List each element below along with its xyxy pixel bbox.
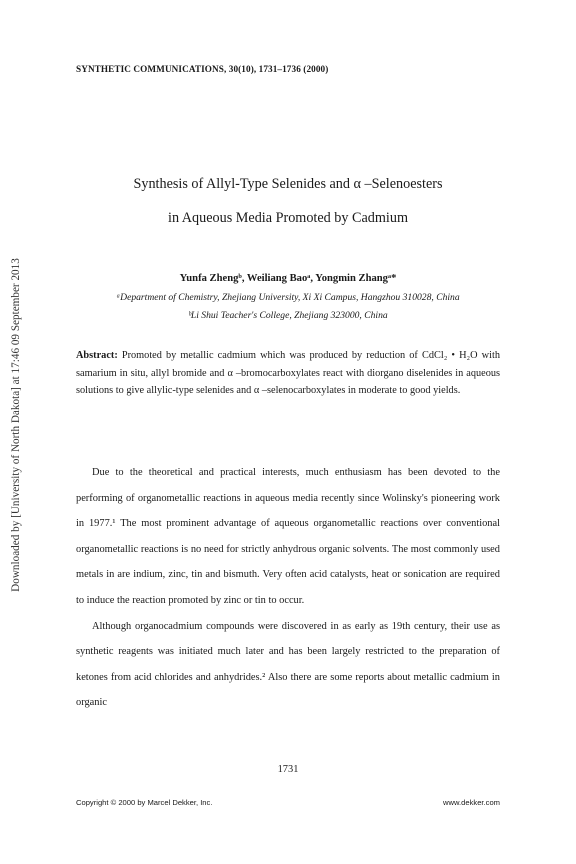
affiliation-a: ᵃDepartment of Chemistry, Zhejiang University, Xi Xi Campus, Hangzhou 310028, China	[116, 292, 460, 303]
journal-header: SYNTHETIC COMMUNICATIONS, 30(10), 1731–1736 (2000)	[76, 64, 329, 74]
publisher-website: www.dekker.com	[443, 798, 500, 807]
abstract	[76, 347, 500, 400]
title-line-2: in Aqueous Media Promoted by Cadmium	[168, 210, 408, 226]
affiliation-b: ᵇLi Shui Teacher's College, Zhejiang 323000, China	[188, 310, 388, 321]
copyright-notice: Copyright © 2000 by Marcel Dekker, Inc.	[76, 798, 213, 807]
abstract-text: Promoted by metallic cadmium which was produced by reduction of CdCl₂ • H₂O with samarium in situ, allyl bromide and α –bromocarboxylates react with diorgano diselenides in aqueous solutions to give allylic-type selenides and α –selenocarboxylates in moderate to good yields.	[76, 350, 500, 396]
page-number: 1731	[277, 764, 299, 775]
paragraph-1: Due to the theoretical and practical interests, much enthusiasm has been devoted to the performing of organometallic reactions in aqueous media recently since Wolinsky's pioneering work in 1977.¹ The most prominent advantage of aqueous organometallic reactions over conventional organometallic reactions is no need for strictly anhydrous organic solvents. The most commonly used metals in are indium, zinc, tin and bismuth. Very often acid catalysts, heat or sonication are required to induce the reaction promoted by zinc or tin to occur.	[76, 467, 500, 606]
author-list: Yunfa Zhengᵇ, Weiliang Baoᵃ, Yongmin Zhangᵃ*	[179, 273, 397, 284]
paragraph-2: Although organocadmium compounds were discovered in as early as 19th century, their use as synthetic reagents was initiated much later and has been largely restricted to the preparation of ketones from acid chlorides and anhydrides.² Also there are some reports about metallic cadmium in organic	[76, 620, 500, 709]
body-text	[76, 460, 500, 716]
download-watermark: Downloaded by [University of North Dakota] at 17:46 09 September 2013	[10, 258, 22, 592]
title-line-1: Synthesis of Allyl-Type Selenides and α –Selenoesters	[133, 176, 443, 192]
abstract-label: Abstract:	[76, 350, 118, 361]
